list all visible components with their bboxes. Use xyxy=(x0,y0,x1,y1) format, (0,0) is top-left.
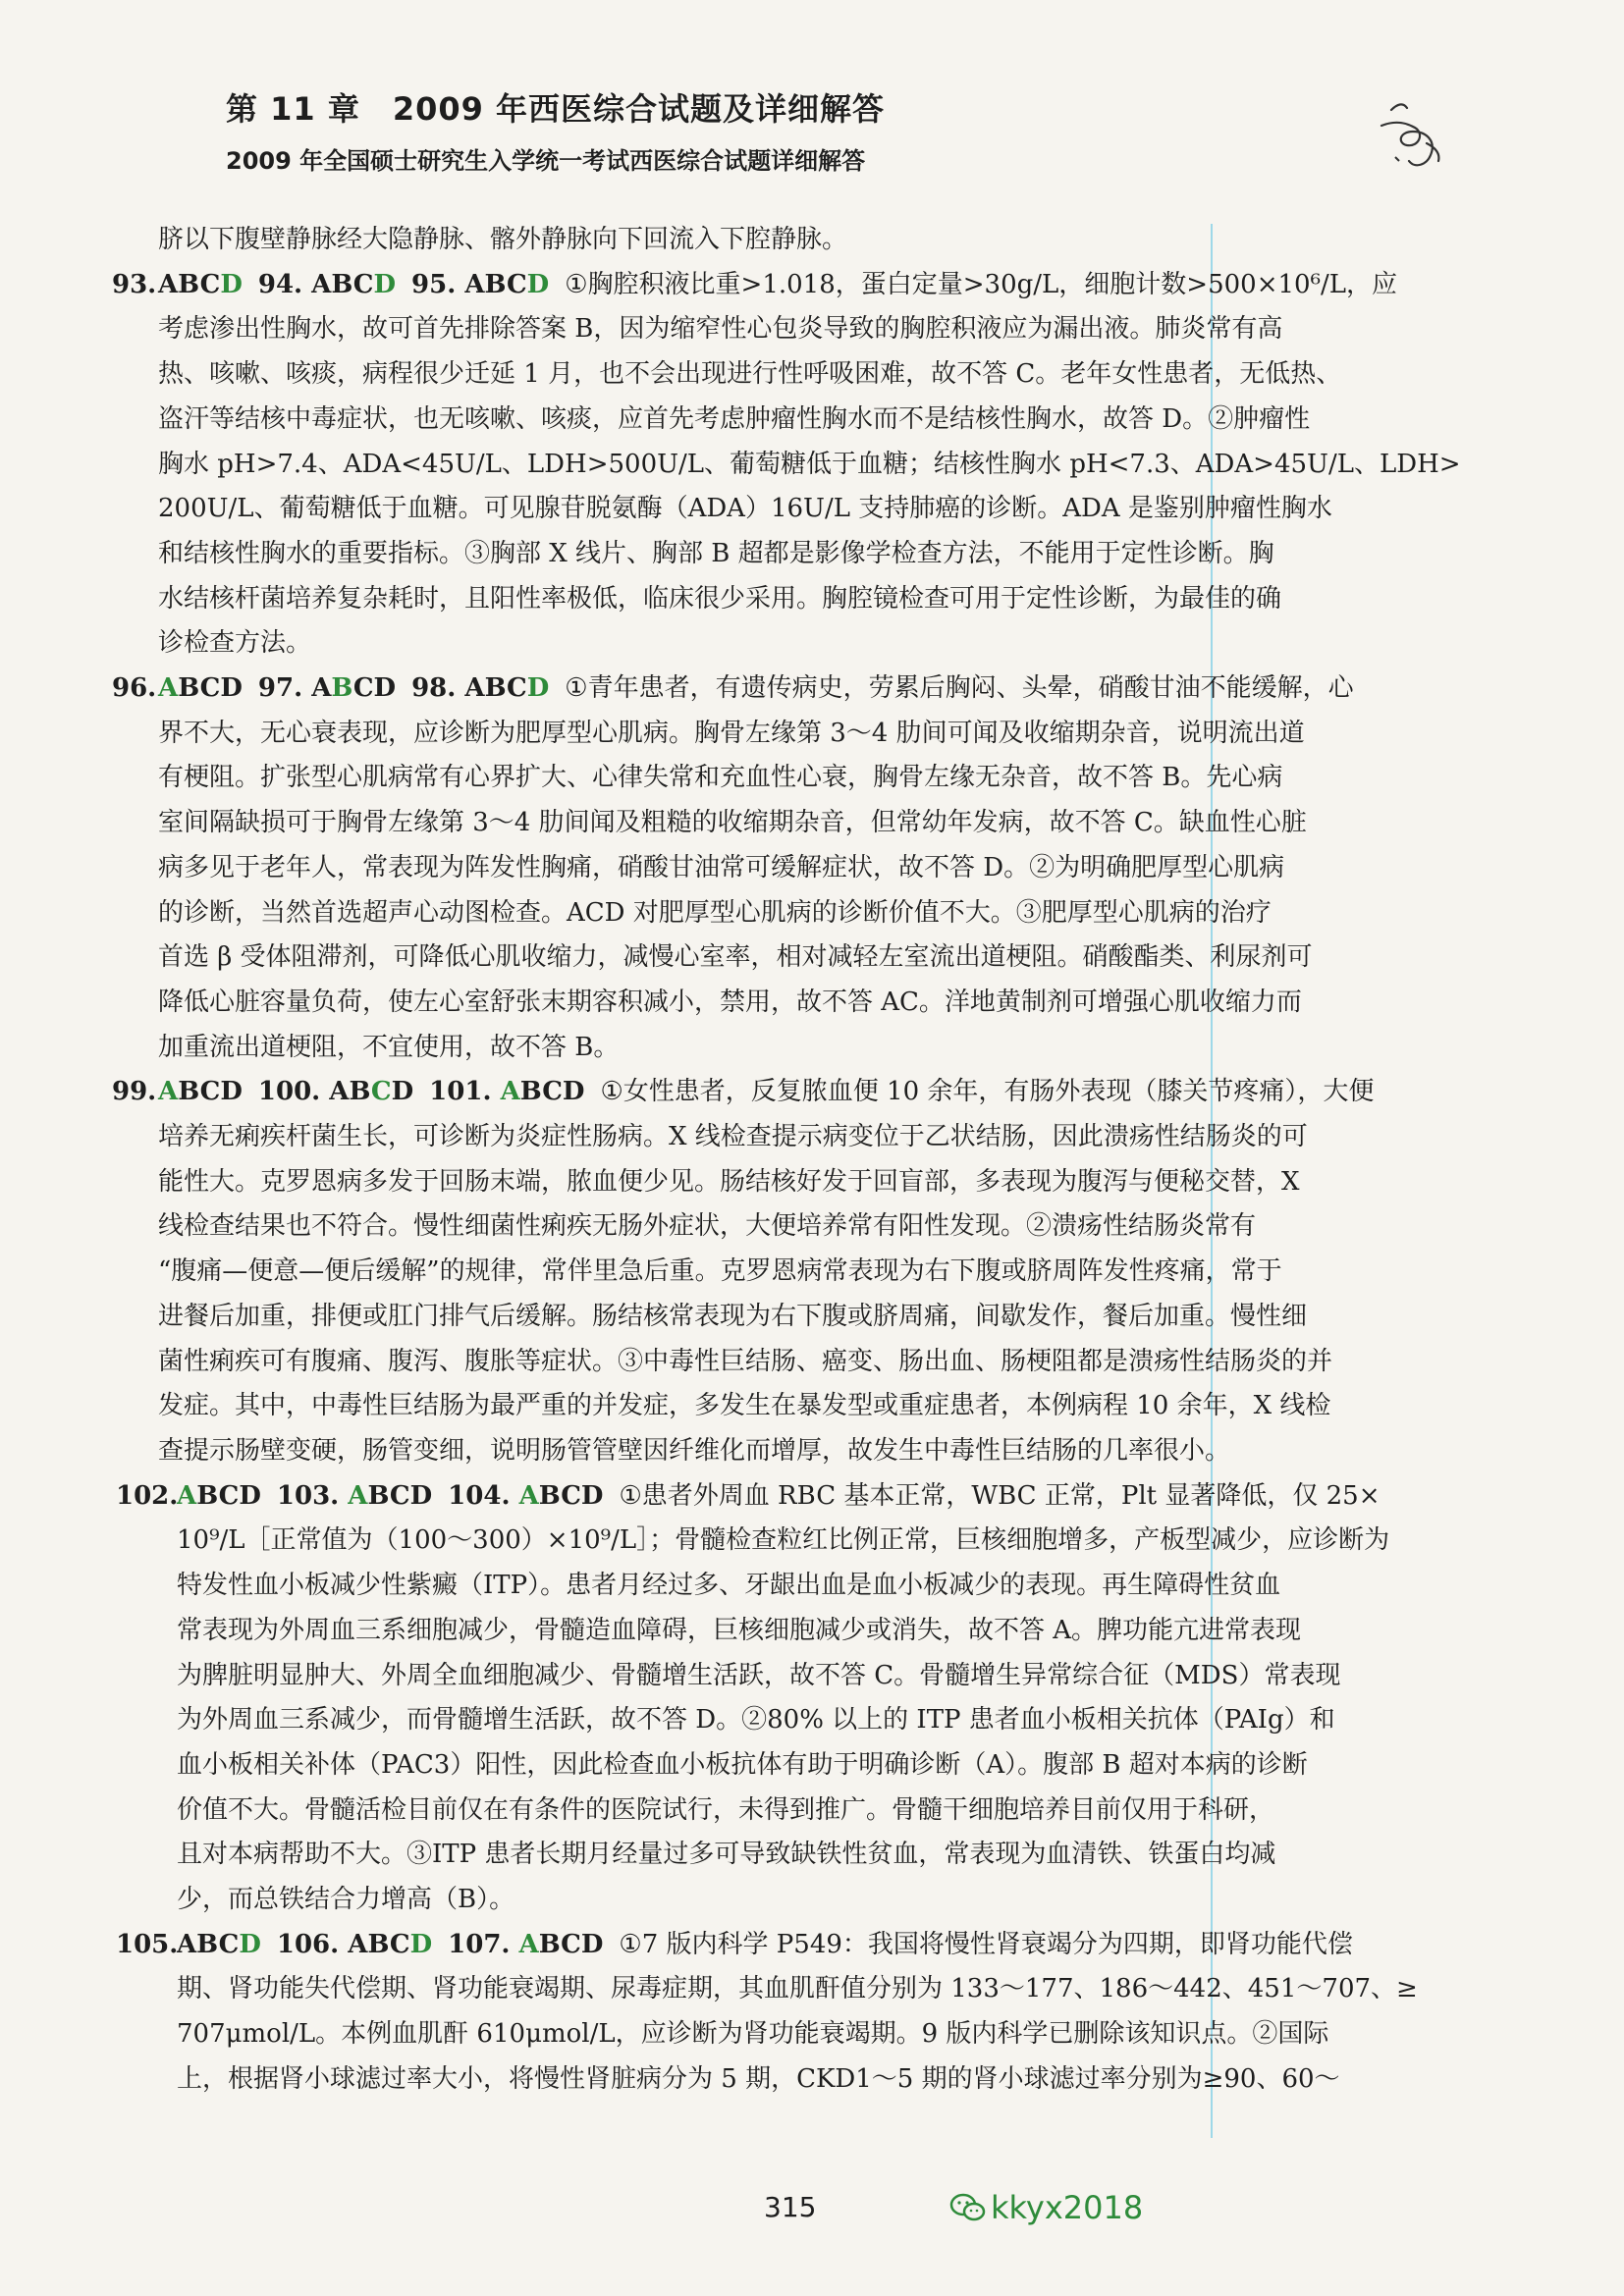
explanation-line: 首选 β 受体阻滞剂，可降低心肌收缩力，减慢心室率，相对减轻左室流出道梗阻。硝酸酯类、利尿剂可 xyxy=(158,942,1313,973)
answer-key xyxy=(177,1481,261,1511)
explanation-line: 胸水 pH>7.4、ADA<45U/L、LDH>500U/L、葡萄糖低于血糖；结核性胸水 pH<7.3、ADA>45U/L、LDH> xyxy=(158,449,1461,479)
answer-key xyxy=(277,1481,432,1511)
exam-subtitle: 2009 年全国硕士研究生入学统一考试西医综合试题详细解答 xyxy=(226,147,866,175)
explanation-line: 的诊断，当然首选超声心动图检查。ACD 对肥厚型心肌病的诊断价值不大。③肥厚型心肌病的治疗 xyxy=(158,897,1272,928)
explanation-line: 期、肾功能失代偿期、肾功能衰竭期、尿毒症期，其血肌酐值分别为 133～177、186～442、451～707、≥ xyxy=(177,1974,1418,2004)
option-letters: ABC xyxy=(177,1929,240,1959)
explanation-line: 为外周血三系减少，而骨髓增生活跃，故不答 D。②80% 以上的 ITP 患者血小板相关抗体（PAIg）和 xyxy=(177,1705,1335,1735)
correct-option: A xyxy=(518,1480,539,1511)
question-number: 99. xyxy=(112,1077,157,1107)
question-block xyxy=(106,1923,1461,1968)
option-letters: D xyxy=(391,1077,414,1107)
question-number: 93. xyxy=(112,269,157,299)
explanation-line: 界不大，无心衰表现，应诊断为肥厚型心肌病。胸骨左缘第 3～4 肋间可闻及收缩期杂音，说明流出道 xyxy=(158,718,1305,748)
option-letters: BCD xyxy=(196,1480,261,1511)
explanation-line: 能性大。克罗恩病多发于回肠末端，脓血便少见。肠结核好发于回盲部，多表现为腹泻与便秘交替，X xyxy=(158,1166,1300,1197)
question-block xyxy=(106,667,1461,712)
correct-option: A xyxy=(158,1077,179,1107)
question-block xyxy=(106,1070,1461,1115)
sub-question-number: 107. xyxy=(448,1929,511,1959)
option-letters: ABC xyxy=(464,673,527,704)
sub-question-number: 97. xyxy=(257,673,303,704)
explanation-text: ①患者外周血 RBC 基本正常，WBC 正常，Plt 显著降低，仅 25× xyxy=(619,1480,1380,1511)
correct-option: A xyxy=(158,673,179,704)
answer-key xyxy=(448,1930,603,1959)
explanation-text: ①青年患者，有遗传病史，劳累后胸闷、头晕，硝酸甘油不能缓解，心 xyxy=(565,673,1354,704)
sub-question-number: 101. xyxy=(429,1077,492,1107)
correct-option: D xyxy=(373,269,397,299)
explanation-line: 降低心脏容量负荷，使左心室舒张末期容积减小，禁用，故不答 AC。洋地黄制剂可增强心肌收缩力而 xyxy=(158,987,1302,1017)
answer-key xyxy=(258,673,396,703)
option-letters: BCD xyxy=(519,1077,585,1107)
answer-key xyxy=(177,1930,261,1959)
explanation-line: 10⁹/L［正常值为（100～300）×10⁹/L］；骨髓检查粒红比例正常，巨核细胞增多，产板型减少，应诊断为 xyxy=(177,1525,1390,1556)
answer-key xyxy=(448,1481,603,1511)
explanation-line: “腹痛—便意—便后缓解”的规律，常伴里急后重。克罗恩病常表现为右下腹或脐周阵发性疼痛，常于 xyxy=(158,1256,1282,1287)
explanation-text: ①胸腔积液比重>1.018，蛋白定量>30g/L，细胞计数>500×10⁶/L，应 xyxy=(565,269,1398,299)
correct-option: D xyxy=(526,269,550,299)
option-letters: ABC xyxy=(348,1929,410,1959)
intro-line: 脐以下腹壁静脉经大隐静脉、髂外静脉向下回流入下腔静脉。 xyxy=(158,225,848,254)
explanation-line: 且对本病帮助不大。③ITP 患者长期月经量过多可导致缺铁性贫血，常表现为血清铁、铁蛋白均减 xyxy=(177,1840,1276,1870)
explanation-line: 血小板相关补体（PAC3）阳性，因此检查血小板抗体有助于明确诊断（A）。腹部 B 超对本病的诊断 xyxy=(177,1749,1308,1780)
question-number: 105. xyxy=(116,1929,179,1959)
answer-key xyxy=(258,1077,413,1106)
answer-key xyxy=(411,270,549,299)
answer-key xyxy=(429,1077,584,1106)
explanation-line: 线检查结果也不符合。慢性细菌性痢疾无肠外症状，大便培养常有阳性发现。②溃疡性结肠炎常有 xyxy=(158,1211,1257,1242)
question-number: 102. xyxy=(116,1480,179,1511)
answer-sections xyxy=(106,263,1461,2103)
correct-option: A xyxy=(518,1929,539,1959)
sub-question-number: 103. xyxy=(276,1480,340,1511)
question-block xyxy=(106,1474,1461,1520)
explanation-line: 价值不大。骨髓活检目前仅在有条件的医院试行，未得到推广。骨髓干细胞培养目前仅用于科研， xyxy=(177,1794,1275,1825)
handwritten-scribble-icon xyxy=(1370,88,1458,182)
explanation-line: 盗汗等结核中毒症状，也无咳嗽、咳痰，应首先考虑肿瘤性胸水而不是结核性胸水，故答 D。②肿瘤性 xyxy=(158,403,1311,434)
chapter-title: 第 11 章 2009 年西医综合试题及详细解答 xyxy=(226,90,886,128)
question-number: 96. xyxy=(112,673,157,704)
explanation-line: 200U/L、葡萄糖低于血糖。可见腺苷脱氨酶（ADA）16U/L 支持肺癌的诊断。ADA 是鉴别肿瘤性胸水 xyxy=(158,494,1332,524)
page-number: 315 xyxy=(764,2191,817,2223)
sub-question-number: 104. xyxy=(448,1480,511,1511)
correct-option: D xyxy=(409,1929,433,1959)
sub-question-number: 98. xyxy=(411,673,457,704)
explanation-line: 菌性痢疾可有腹痛、腹泻、腹胀等症状。③中毒性巨结肠、癌变、肠出血、肠梗阻都是溃疡性结肠炎的并 xyxy=(158,1346,1333,1376)
option-letters: ABC xyxy=(311,269,374,299)
explanation-line: 和结核性胸水的重要指标。③胸部 X 线片、胸部 B 超都是影像学检查方法，不能用于定性诊断。胸 xyxy=(158,538,1274,568)
option-letters: BCD xyxy=(538,1480,604,1511)
answer-key xyxy=(411,673,549,703)
explanation-line: 培养无痢疾杆菌生长，可诊断为炎症性肠病。X 线检查提示病变位于乙状结肠，因此溃疡性结肠炎的可 xyxy=(158,1122,1308,1152)
correct-option: D xyxy=(526,673,550,704)
explanation-line: 水结核杆菌培养复杂耗时，且阳性率极低，临床很少采用。胸腔镜检查可用于定性诊断，为最佳的确 xyxy=(158,583,1282,614)
answer-key xyxy=(277,1930,432,1959)
correct-option: A xyxy=(348,1480,368,1511)
explanation-line: 加重流出道梗阻，不宜使用，故不答 B。 xyxy=(158,1032,620,1062)
option-letters: A xyxy=(311,673,332,704)
explanation-line: 发症。其中，中毒性巨结肠为最严重的并发症，多发生在暴发型或重症患者，本例病程 10 余年，X 线检 xyxy=(158,1391,1331,1421)
wechat-icon xyxy=(949,2192,987,2223)
option-letters: BCD xyxy=(367,1480,433,1511)
sub-question-number: 106. xyxy=(276,1929,340,1959)
explanation-line: 病多见于老年人，常表现为阵发性胸痛，硝酸甘油常可缓解症状，故不答 D。②为明确肥厚型心肌病 xyxy=(158,852,1285,882)
explanation-line: 少，而总铁结合力增高（B）。 xyxy=(177,1885,515,1915)
explanation-text: ①7 版内科学 P549：我国将慢性肾衰竭分为四期，即肾功能代偿 xyxy=(619,1929,1353,1959)
watermark xyxy=(949,2189,1143,2226)
explanation-line: 上，根据肾小球滤过率大小，将慢性肾脏病分为 5 期，CKD1～5 期的肾小球滤过率分别为≥90、60～ xyxy=(177,2063,1340,2094)
correct-option: A xyxy=(177,1480,197,1511)
explanation-line: 有梗阻。扩张型心肌病常有心界扩大、心律失常和充血性心衰，胸骨左缘无杂音，故不答 B。先心病 xyxy=(158,763,1283,793)
correct-option: D xyxy=(239,1929,261,1959)
explanation-text: ①女性患者，反复脓血便 10 余年，有肠外表现（膝关节疼痛），大便 xyxy=(600,1077,1375,1107)
sub-question-number: 100. xyxy=(257,1077,321,1107)
option-letters: AB xyxy=(329,1077,371,1107)
correct-option: B xyxy=(331,673,353,704)
explanation-line: 707μmol/L。本例血肌酐 610μmol/L，应诊断为肾功能衰竭期。9 版内科学已删除该知识点。②国际 xyxy=(177,2019,1329,2050)
explanation-line: 热、咳嗽、咳痰，病程很少迁延 1 月，也不会出现进行性呼吸困难，故不答 C。老年女性患者，无低热、 xyxy=(158,359,1342,390)
page-content xyxy=(106,218,1461,2103)
explanation-line: 室间隔缺损可于胸骨左缘第 3～4 肋间闻及粗糙的收缩期杂音，但常幼年发病，故不答 C。缺血性心脏 xyxy=(158,808,1307,838)
correct-option: C xyxy=(370,1077,392,1107)
question-block xyxy=(106,263,1461,308)
explanation-line: 为脾脏明显肿大、外周全血细胞减少、骨髓增生活跃，故不答 C。骨髓增生异常综合征（MDS）常表现 xyxy=(177,1660,1341,1690)
explanation-line: 查提示肠壁变硬，肠管变细，说明肠管管壁因纤维化而增厚，故发生中毒性巨结肠的几率很小。 xyxy=(158,1435,1231,1466)
explanation-line: 特发性血小板减少性紫癜（ITP）。患者月经过多、牙龈出血是血小板减少的表现。再生障碍性贫血 xyxy=(177,1571,1281,1601)
answer-key xyxy=(258,270,396,299)
option-letters: ABC xyxy=(464,269,527,299)
explanation-line: 诊检查方法。 xyxy=(158,628,312,659)
option-letters: BCD xyxy=(178,1077,243,1107)
page-header xyxy=(226,84,1404,176)
answer-key xyxy=(158,270,243,299)
sub-question-number: 94. xyxy=(257,269,303,299)
option-letters: ABC xyxy=(158,269,221,299)
explanation-line: 考虑渗出性胸水，故可首先排除答案 B，因为缩窄性心包炎导致的胸腔积液应为漏出液。肺炎常有高 xyxy=(158,314,1283,345)
correct-option: D xyxy=(220,269,243,299)
option-letters: CD xyxy=(352,673,397,704)
explanation-line: 常表现为外周血三系细胞减少，骨髓造血障碍，巨核细胞减少或消失，故不答 A。脾功能亢进常表现 xyxy=(177,1615,1302,1645)
option-letters: BCD xyxy=(178,673,243,704)
option-letters: BCD xyxy=(538,1929,604,1959)
answer-key xyxy=(158,673,243,703)
correct-option: A xyxy=(500,1077,520,1107)
watermark-text: kkyx2018 xyxy=(991,2189,1144,2226)
explanation-line: 进餐后加重，排便或肛门排气后缓解。肠结核常表现为右下腹或脐周痛，间歇发作，餐后加重。慢性细 xyxy=(158,1301,1308,1331)
answer-key xyxy=(158,1077,243,1106)
sub-question-number: 95. xyxy=(411,269,457,299)
